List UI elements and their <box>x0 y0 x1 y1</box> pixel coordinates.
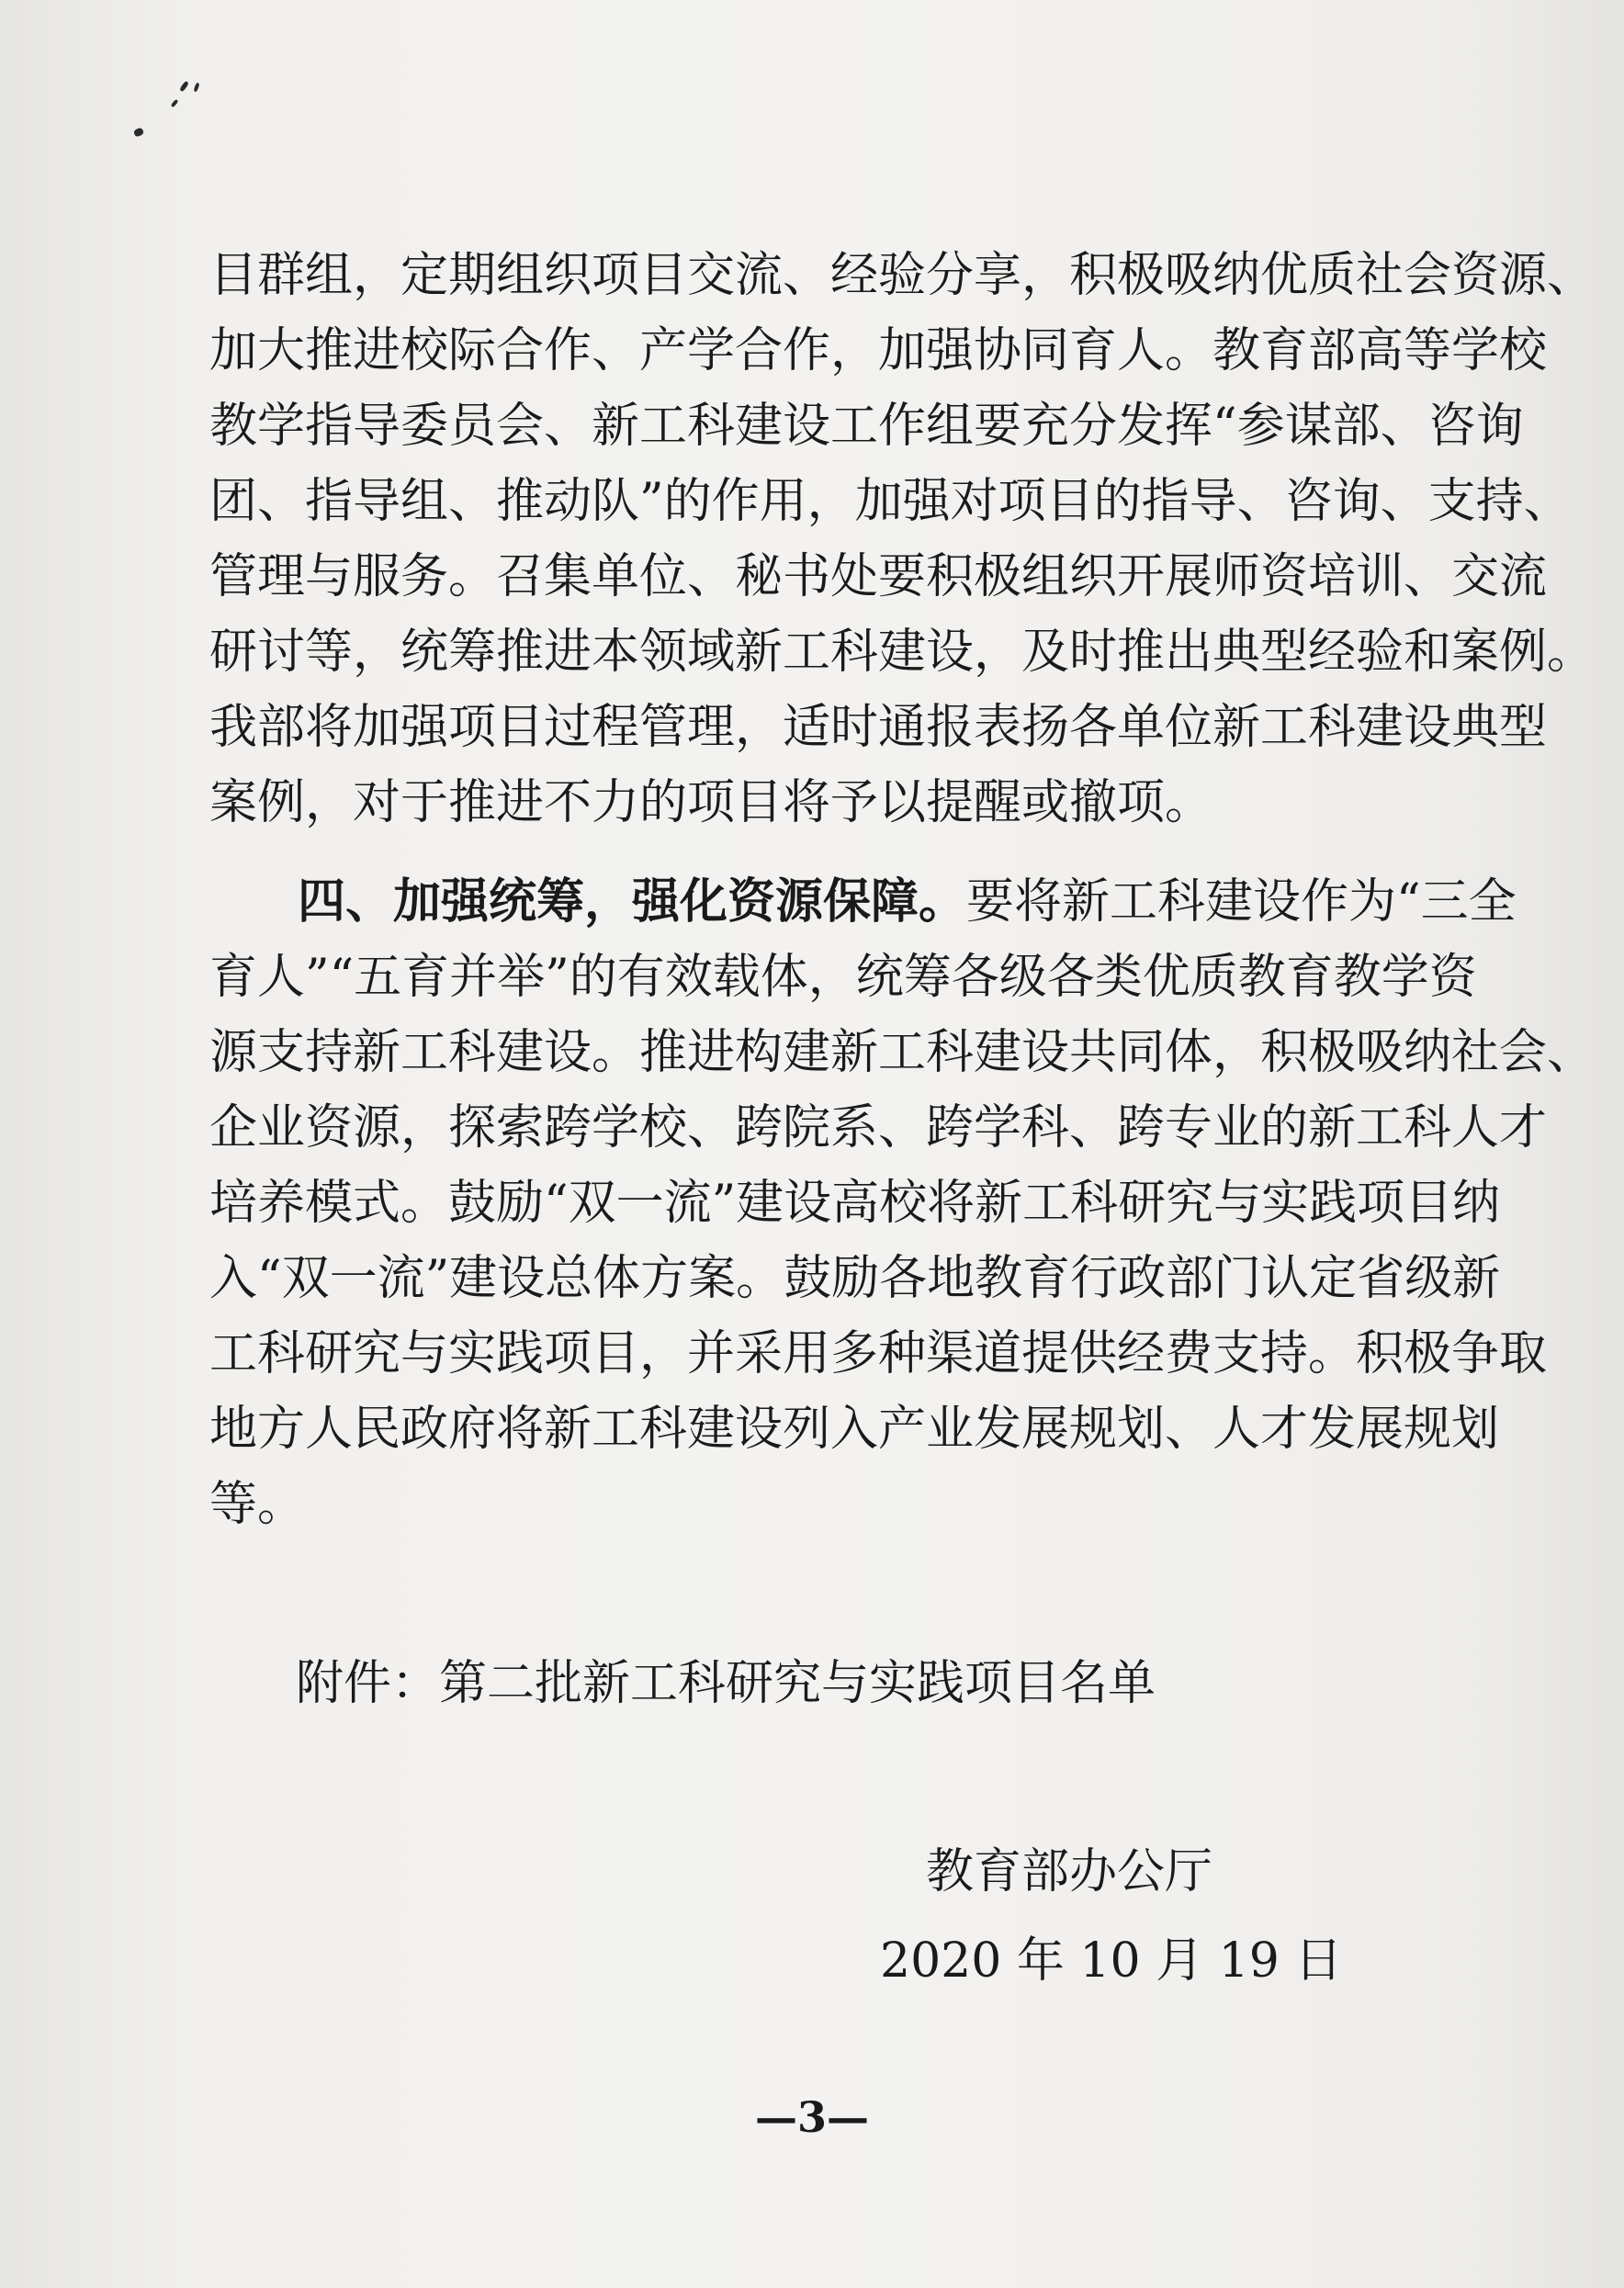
scan-speck <box>171 99 179 107</box>
paragraph-line: 研讨等，统筹推进本领域新工科建设，及时推出典型经验和案例。 <box>209 625 1596 680</box>
paragraph-line: 工科研究与实践项目，并采用多种渠道提供经费支持。积极争取 <box>209 1326 1548 1381</box>
attachment-note: 附件：第二批新工科研究与实践项目名单 <box>296 1656 1156 1711</box>
heading-continuation: 要将新工科建设作为“三全 <box>966 874 1517 930</box>
scan-speck <box>133 127 144 137</box>
paragraph-line: 我部将加强项目过程管理，适时通报表扬各单位新工科建设典型 <box>209 700 1548 755</box>
paragraph-first-line <box>298 870 1517 934</box>
paragraph-line: 源支持新工科建设。推进构建新工科建设共同体，积极吸纳社会、 <box>209 1025 1596 1080</box>
paragraph-line: 教学指导委员会、新工科建设工作组要充分发挥“参谋部、咨询 <box>209 399 1524 454</box>
issue-date: 2020 年 10 月 19 日 <box>880 1933 1343 1989</box>
paragraph-line: 地方人民政府将新工科建设列入产业发展规划、人才发展规划 <box>209 1402 1500 1457</box>
scan-speck <box>193 83 199 93</box>
scan-speck <box>179 81 189 93</box>
section-heading: 四、加强统筹，强化资源保障。 <box>298 874 967 930</box>
paragraph-line: 团、指导组、推动队”的作用，加强对项目的指导、咨询、支持、 <box>209 474 1572 529</box>
paragraph-line: 育人”“五育并举”的有效载体，统筹各级各类优质教育教学资 <box>209 950 1477 1005</box>
page-number: —3— <box>754 2092 869 2142</box>
paragraph-line: 等。 <box>209 1477 306 1532</box>
paragraph-line: 入“双一流”建设总体方案。鼓励各地教育行政部门认定省级新 <box>209 1251 1501 1306</box>
paragraph-line: 案例，对于推进不力的项目将予以提醒或撤项。 <box>209 775 1213 830</box>
paragraph-line: 培养模式。鼓励“双一流”建设高校将新工科研究与实践项目纳 <box>209 1176 1501 1231</box>
issuer-name: 教育部办公厅 <box>926 1844 1213 1899</box>
paragraph-line: 目群组，定期组织项目交流、经验分享，积极吸纳优质社会资源、 <box>209 248 1596 303</box>
paragraph-line: 管理与服务。召集单位、秘书处要积极组织开展师资培训、交流 <box>209 549 1548 604</box>
paragraph-line: 企业资源，探索跨学校、跨院系、跨学科、跨专业的新工科人才 <box>209 1100 1548 1155</box>
paragraph-line: 加大推进校际合作、产学合作，加强协同育人。教育部高等学校 <box>209 323 1548 378</box>
